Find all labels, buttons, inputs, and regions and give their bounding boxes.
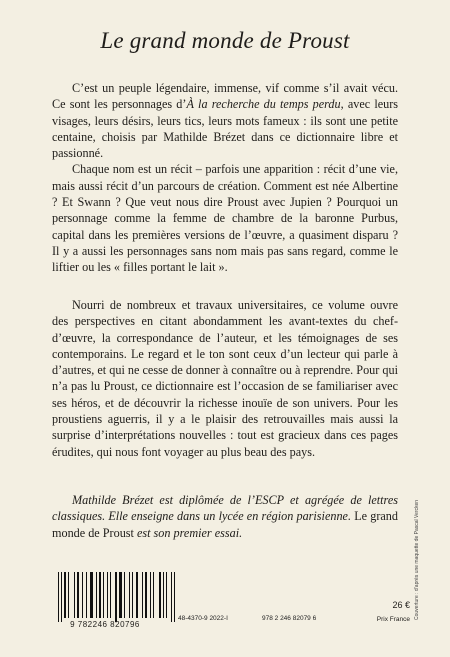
isbn-barcode — [50, 572, 160, 632]
barcode-bar — [99, 572, 101, 618]
barcode-bar — [159, 572, 161, 618]
barcode-bar — [145, 572, 147, 618]
paragraph-1-book-title: À la recherche du temps perdu — [186, 97, 341, 112]
paragraph-3: Nourri de nombreux et travaux universitaires, ce volume ouvre des perspectives en citant abondamment les avant-textes du chef-d’œuvre, la correspondance de l’auteur, et les témoignages de ses contemporains. Le regard et le ton sont ceux d’un lecteur qui parle à d’autres, et qui ne cesse de donner à connaître ou à reprendre. Pour qui n’a pas lu Proust, ce dictionnaire est l’occasion de se familiariser avec ses héros, et de découvrir la richesse inouïe de son univers. Pour les proustiens aguerris, il y a le plaisir des retrouvailles mais aussi la surprise d’interprétations nouvelles : tout est gracieux dans ces pages érudites, qui nous font voyager au plus beau des pays. — [52, 298, 398, 459]
barcode-bar — [163, 572, 164, 618]
barcode-bar — [96, 572, 97, 618]
paragraph-2: Chaque nom est un récit – parfois une apparition : récit d’une vie, mais aussi récit d’un parcours de création. Comment est née Albertine ? Et Swann ? Que veut nous dire Proust avec Jupien ? Pourquoi un personnage comme la femme de chambre de la baronne Purbus, capital dans les premières versions de l’œuvre, a quasiment disparu ? Il y a aussi les personnages sans nom mais pas sans regard, comme le liftier ou les « filles portant le lait ». — [52, 162, 398, 275]
barcode-bars — [58, 572, 154, 618]
barcode-bar — [68, 572, 69, 618]
barcode-bar — [110, 572, 111, 618]
barcode-bar — [129, 572, 130, 618]
barcode-bar — [119, 572, 122, 618]
paragraph-1-text-b: , avec leurs visages, leurs désirs, leurs tics, leurs mots fameux : ils sont une petite centaine, choisis par Mathilde Brézet dans ce dictionnaire libre et passionné. — [52, 97, 399, 161]
synopsis-intro — [52, 80, 398, 276]
paragraph-1-text-a: C’est un peuple légendaire, immense, vif comme s’il avait vécu. Ce sont les personnages d’ — [52, 81, 398, 112]
bio-book-title: Le grand monde de Proust — [52, 509, 398, 540]
barcode-bar — [103, 572, 104, 618]
bio-text-b: est son premier essai. — [136, 525, 243, 540]
barcode-bar — [136, 572, 138, 618]
price-label: Prix France — [376, 616, 410, 623]
barcode-bar — [166, 572, 167, 618]
synopsis-detail — [52, 297, 398, 460]
barcode-digits: 9 782246 820796 — [70, 620, 140, 629]
barcode-bar — [58, 572, 59, 622]
cover-credit: Couverture : d’après une maquette de Pascal Vercken — [414, 499, 420, 620]
barcode-bar — [153, 572, 154, 618]
barcode-bar — [171, 572, 172, 622]
reference-code: 48-4370-9 2022-I — [178, 615, 228, 622]
book-title: Le grand monde de Proust — [100, 28, 350, 53]
barcode-bar — [86, 572, 87, 618]
barcode-bar — [150, 572, 151, 618]
author-bio — [52, 492, 398, 541]
barcode-bar — [82, 572, 83, 618]
bio-paragraph — [52, 492, 398, 541]
barcode-bar — [142, 572, 143, 618]
barcode-bar — [61, 572, 62, 622]
barcode-bar — [124, 572, 125, 618]
barcode-bar — [64, 572, 66, 618]
barcode-bar — [174, 572, 175, 622]
isbn-number: 978 2 246 82079 6 — [262, 615, 317, 622]
price: 26 € — [392, 600, 410, 610]
barcode-bar — [90, 572, 93, 618]
bio-text-a: Mathilde Brézet est diplômée de l’ESCP et agrégée de lettres classiques. Elle enseigne dans un lycée en région parisienne. — [52, 493, 398, 524]
barcode-bar — [74, 572, 75, 618]
barcode-bar — [132, 572, 133, 618]
barcode-bar — [107, 572, 108, 618]
paragraph-1 — [52, 80, 398, 161]
barcode-bar — [77, 572, 79, 618]
barcode-bar — [115, 572, 117, 622]
